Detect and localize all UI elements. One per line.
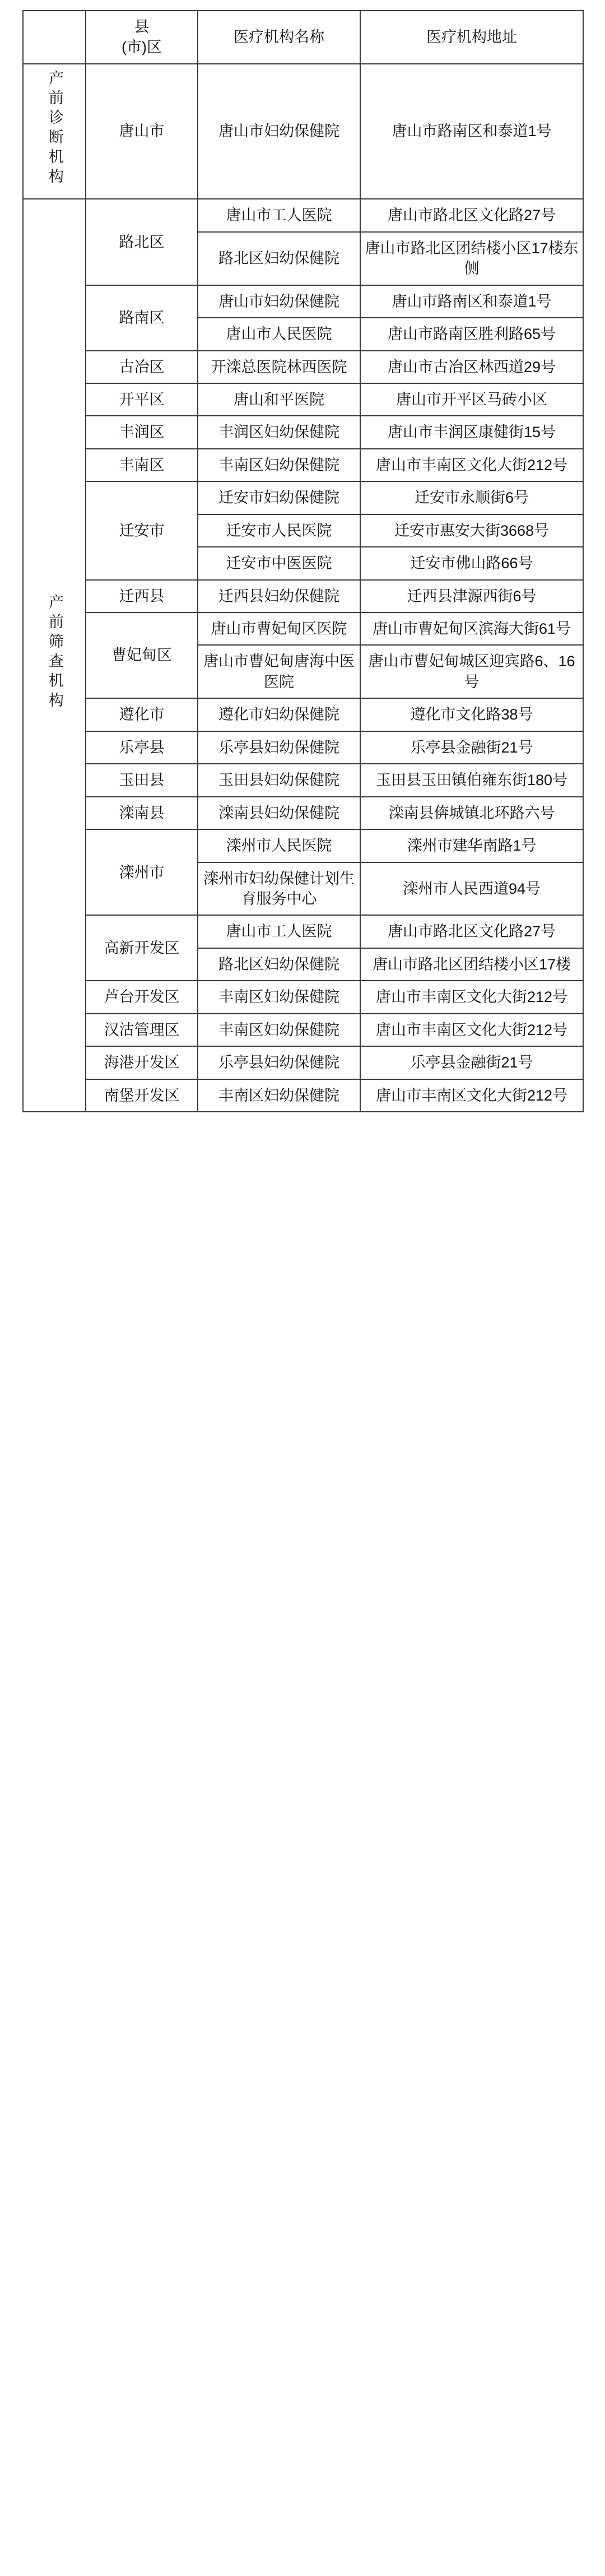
institution-address-cell: 唐山市丰南区文化大街212号 (360, 449, 583, 481)
document-sheet (0, 10, 605, 2576)
table-row (23, 829, 583, 862)
header-institution-address: 医疗机构地址 (360, 11, 583, 64)
institution-address-cell: 唐山市路南区和泰道1号 (360, 64, 583, 199)
category-label: 产前诊断机构 (46, 69, 63, 188)
table-row (23, 764, 583, 796)
institution-address-cell: 迁安市永顺街6号 (360, 481, 583, 514)
table-body (23, 11, 583, 1112)
district-cell: 玉田县 (86, 764, 198, 796)
institution-name-cell: 遵化市妇幼保健院 (198, 698, 360, 731)
district-cell: 曹妃甸区 (86, 612, 198, 698)
table-header-row (23, 11, 583, 64)
district-cell: 迁安市 (86, 481, 198, 579)
district-cell: 乐亭县 (86, 731, 198, 764)
institution-address-cell: 乐亭县金融街21号 (360, 731, 583, 764)
district-cell: 遵化市 (86, 698, 198, 731)
institution-name-cell: 路北区妇幼保健院 (198, 232, 360, 285)
table-row (23, 383, 583, 416)
institution-name-cell: 滦南县妇幼保健院 (198, 797, 360, 829)
institution-name-cell: 丰南区妇幼保健院 (198, 981, 360, 1013)
institution-name-cell: 滦州市妇幼保健计划生育服务中心 (198, 862, 360, 916)
institution-name-cell: 丰南区妇幼保健院 (198, 1079, 360, 1112)
table-row (23, 1014, 583, 1046)
institution-address-cell: 唐山市开平区马砖小区 (360, 383, 583, 416)
institution-name-cell: 唐山市曹妃甸区医院 (198, 612, 360, 645)
district-cell: 路南区 (86, 285, 198, 351)
institution-name-cell: 迁西县妇幼保健院 (198, 580, 360, 612)
institution-name-cell: 丰润区妇幼保健院 (198, 416, 360, 448)
institution-address-cell: 唐山市丰润区康健街15号 (360, 416, 583, 448)
table-row (23, 481, 583, 514)
institution-name-cell: 丰南区妇幼保健院 (198, 449, 360, 481)
institution-address-cell: 滦南县倴城镇北环路六号 (360, 797, 583, 829)
table-row (23, 698, 583, 731)
institution-name-cell: 路北区妇幼保健院 (198, 948, 360, 981)
institution-name-cell: 乐亭县妇幼保健院 (198, 731, 360, 764)
institution-name-cell: 丰南区妇幼保健院 (198, 1014, 360, 1046)
medical-institution-table (22, 10, 584, 1112)
institution-name-cell: 唐山市人民医院 (198, 318, 360, 350)
district-cell: 路北区 (86, 199, 198, 285)
category-label: 产前筛查机构 (46, 593, 63, 712)
institution-address-cell: 唐山市丰南区文化大街212号 (360, 1014, 583, 1046)
table-row (23, 1046, 583, 1079)
institution-address-cell: 玉田县玉田镇伯雍东街180号 (360, 764, 583, 796)
institution-name-cell: 迁安市中医医院 (198, 547, 360, 579)
table-row (23, 981, 583, 1013)
district-cell: 丰南区 (86, 449, 198, 481)
institution-name-cell: 唐山市工人医院 (198, 915, 360, 948)
institution-name-cell: 玉田县妇幼保健院 (198, 764, 360, 796)
table-row (23, 351, 583, 383)
institution-name-cell: 唐山和平医院 (198, 383, 360, 416)
institution-address-cell: 滦州市人民西道94号 (360, 862, 583, 916)
district-cell: 海港开发区 (86, 1046, 198, 1079)
district-cell: 唐山市 (86, 64, 198, 199)
institution-address-cell: 唐山市曹妃甸城区迎宾路6、16号 (360, 645, 583, 698)
table-row (23, 64, 583, 199)
header-category (23, 11, 86, 64)
institution-address-cell: 唐山市路北区文化路27号 (360, 915, 583, 948)
institution-name-cell: 滦州市人民医院 (198, 829, 360, 862)
district-cell: 滦南县 (86, 797, 198, 829)
institution-address-cell: 唐山市丰南区文化大街212号 (360, 981, 583, 1013)
institution-address-cell: 唐山市路北区团结楼小区17楼东侧 (360, 232, 583, 285)
institution-name-cell: 迁安市人民医院 (198, 514, 360, 547)
institution-address-cell: 乐亭县金融街21号 (360, 1046, 583, 1079)
institution-address-cell: 迁安市惠安大街3668号 (360, 514, 583, 547)
district-cell: 迁西县 (86, 580, 198, 612)
district-cell: 古冶区 (86, 351, 198, 383)
district-cell: 丰润区 (86, 416, 198, 448)
district-cell: 开平区 (86, 383, 198, 416)
table-row (23, 580, 583, 612)
institution-address-cell: 唐山市古冶区林西道29号 (360, 351, 583, 383)
category-cell (23, 199, 86, 1112)
district-cell: 汉沽管理区 (86, 1014, 198, 1046)
institution-address-cell: 迁西县津源西街6号 (360, 580, 583, 612)
institution-address-cell: 滦州市建华南路1号 (360, 829, 583, 862)
institution-address-cell: 唐山市路南区和泰道1号 (360, 285, 583, 318)
institution-address-cell: 唐山市曹妃甸区滨海大街61号 (360, 612, 583, 645)
header-institution-name: 医疗机构名称 (198, 11, 360, 64)
district-cell: 滦州市 (86, 829, 198, 915)
institution-name-cell: 唐山市曹妃甸唐海中医医院 (198, 645, 360, 698)
table-row (23, 1079, 583, 1112)
institution-address-cell: 唐山市丰南区文化大街212号 (360, 1079, 583, 1112)
institution-name-cell: 唐山市妇幼保健院 (198, 285, 360, 318)
district-cell: 高新开发区 (86, 915, 198, 981)
institution-address-cell: 迁安市佛山路66号 (360, 547, 583, 579)
institution-address-cell: 唐山市路北区团结楼小区17楼 (360, 948, 583, 981)
institution-name-cell: 唐山市工人医院 (198, 199, 360, 231)
header-district: 县 (市)区 (86, 11, 198, 64)
institution-name-cell: 开滦总医院林西医院 (198, 351, 360, 383)
institution-name-cell: 迁安市妇幼保健院 (198, 481, 360, 514)
district-cell: 南堡开发区 (86, 1079, 198, 1112)
table-row (23, 285, 583, 318)
category-cell (23, 64, 86, 199)
table-row (23, 915, 583, 948)
table-row (23, 416, 583, 448)
table-row (23, 612, 583, 645)
institution-address-cell: 唐山市路北区文化路27号 (360, 199, 583, 231)
institution-name-cell: 乐亭县妇幼保健院 (198, 1046, 360, 1079)
institution-address-cell: 唐山市路南区胜利路65号 (360, 318, 583, 350)
district-cell: 芦台开发区 (86, 981, 198, 1013)
table-row (23, 731, 583, 764)
institution-name-cell: 唐山市妇幼保健院 (198, 64, 360, 199)
table-row (23, 449, 583, 481)
institution-address-cell: 遵化市文化路38号 (360, 698, 583, 731)
table-row (23, 199, 583, 231)
table-row (23, 797, 583, 829)
